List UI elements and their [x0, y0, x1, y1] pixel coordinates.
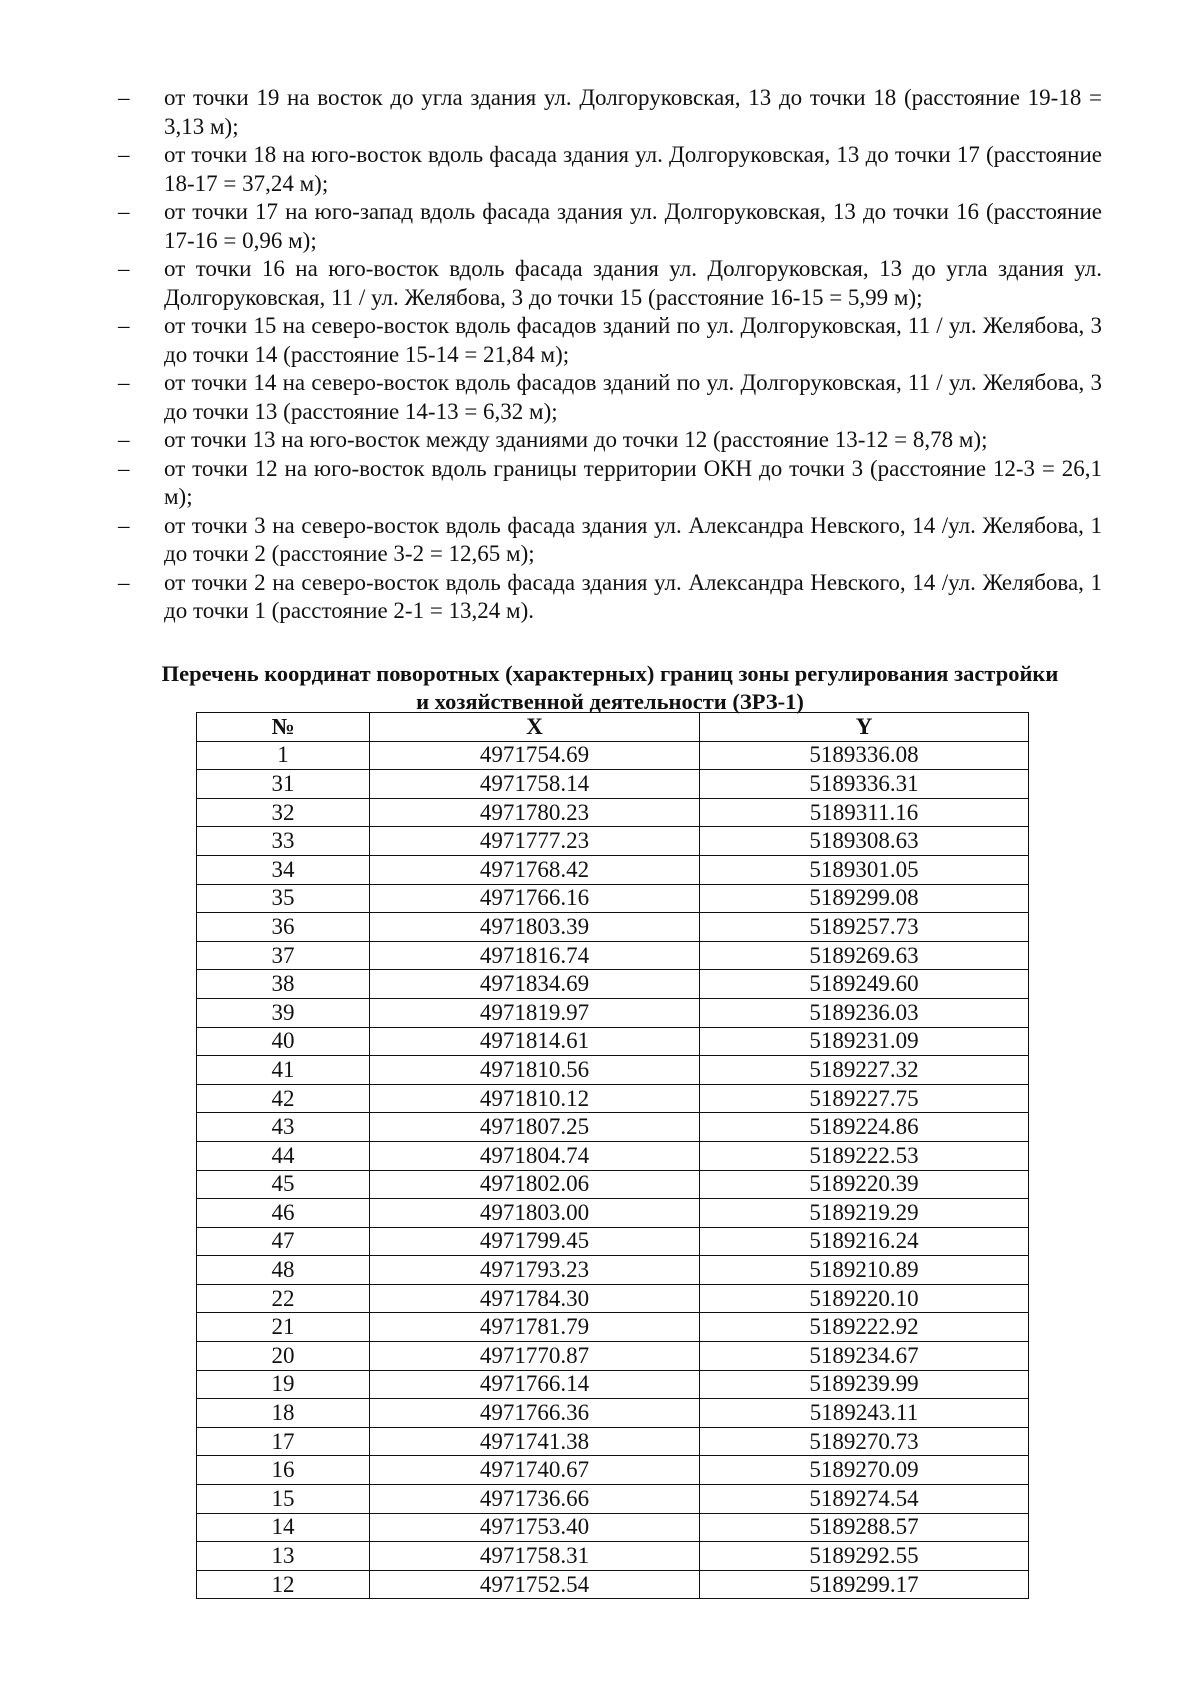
table-row [197, 1284, 1029, 1313]
cell-x: 4971803.39 [370, 913, 700, 942]
table-row [197, 855, 1029, 884]
cell-number: 36 [197, 913, 370, 942]
cell-number: 12 [197, 1570, 370, 1599]
table-row [197, 1513, 1029, 1542]
cell-y: 5189220.39 [700, 1170, 1029, 1199]
cell-number: 40 [197, 1027, 370, 1056]
table-row [197, 1542, 1029, 1571]
list-item [118, 84, 1102, 141]
coordinates-table [196, 712, 1029, 1599]
cell-y: 5189292.55 [700, 1542, 1029, 1571]
list-item [118, 198, 1102, 255]
cell-y: 5189210.89 [700, 1256, 1029, 1285]
list-item [118, 569, 1102, 626]
list-item-text: от точки 16 на юго-восток вдоль фасада здания ул. Долгоруковская, 13 до угла здания ул. Долгоруковская, 11 / ул. Желябова, 3 до точки 15 (расстояние 16-15 = 5,99 м); [164, 256, 1102, 310]
cell-y: 5189227.32 [700, 1056, 1029, 1085]
table-row [197, 941, 1029, 970]
table-row [197, 1427, 1029, 1456]
cell-x: 4971740.67 [370, 1456, 700, 1485]
column-header-number: № [197, 713, 370, 742]
table-row [197, 1141, 1029, 1170]
cell-y: 5189299.17 [700, 1570, 1029, 1599]
table-row [197, 1342, 1029, 1371]
table-title-line-2: и хозяйственной деятельности (ЗРЗ-1) [416, 689, 804, 714]
cell-number: 21 [197, 1313, 370, 1342]
table-row [197, 1399, 1029, 1428]
cell-y: 5189311.16 [700, 798, 1029, 827]
cell-x: 4971741.38 [370, 1427, 700, 1456]
cell-number: 14 [197, 1513, 370, 1542]
list-item-text: от точки 19 на восток до угла здания ул. Долгоруковская, 13 до точки 18 (расстояние 19-18 = 3,13 м); [164, 85, 1102, 139]
cell-y: 5189270.73 [700, 1427, 1029, 1456]
cell-number: 46 [197, 1199, 370, 1228]
cell-x: 4971802.06 [370, 1170, 700, 1199]
cell-number: 41 [197, 1056, 370, 1085]
cell-number: 44 [197, 1141, 370, 1170]
list-item [118, 426, 1102, 455]
table-row [197, 1113, 1029, 1142]
cell-y: 5189299.08 [700, 884, 1029, 913]
table-row [197, 884, 1029, 913]
cell-y: 5189336.31 [700, 770, 1029, 799]
cell-number: 43 [197, 1113, 370, 1142]
column-header-x: X [370, 713, 700, 742]
cell-number: 31 [197, 770, 370, 799]
table-row [197, 798, 1029, 827]
cell-y: 5189249.60 [700, 970, 1029, 999]
cell-x: 4971753.40 [370, 1513, 700, 1542]
cell-number: 32 [197, 798, 370, 827]
cell-x: 4971810.56 [370, 1056, 700, 1085]
list-bullet: – [118, 427, 130, 452]
cell-number: 33 [197, 827, 370, 856]
cell-x: 4971754.69 [370, 741, 700, 770]
cell-y: 5189219.29 [700, 1199, 1029, 1228]
cell-number: 38 [197, 970, 370, 999]
cell-y: 5189227.75 [700, 1084, 1029, 1113]
column-header-y: Y [700, 713, 1029, 742]
cell-number: 48 [197, 1256, 370, 1285]
cell-number: 17 [197, 1427, 370, 1456]
cell-y: 5189216.24 [700, 1227, 1029, 1256]
table-title-line-1: Перечень координат поворотных (характерных) границ зоны регулирования застройки [161, 661, 1059, 686]
cell-y: 5189274.54 [700, 1485, 1029, 1514]
list-bullet: – [118, 142, 130, 167]
table-row [197, 1256, 1029, 1285]
cell-y: 5189234.67 [700, 1342, 1029, 1371]
table-row [197, 1456, 1029, 1485]
cell-y: 5189243.11 [700, 1399, 1029, 1428]
table-row [197, 827, 1029, 856]
list-item-text: от точки 13 на юго-восток между зданиями до точки 12 (расстояние 13-12 = 8,78 м); [164, 427, 988, 452]
cell-x: 4971736.66 [370, 1485, 700, 1514]
table-row [197, 1199, 1029, 1228]
list-bullet: – [118, 512, 130, 538]
list-item [118, 369, 1102, 426]
cell-x: 4971804.74 [370, 1141, 700, 1170]
table-row [197, 1170, 1029, 1199]
table-row [197, 1370, 1029, 1399]
cell-x: 4971758.14 [370, 770, 700, 799]
cell-y: 5189336.08 [700, 741, 1029, 770]
cell-y: 5189301.05 [700, 855, 1029, 884]
cell-number: 19 [197, 1370, 370, 1399]
list-bullet: – [118, 313, 130, 338]
list-item [118, 512, 1102, 569]
cell-y: 5189222.92 [700, 1313, 1029, 1342]
cell-x: 4971768.42 [370, 855, 700, 884]
list-item-text: от точки 12 на юго-восток вдоль границы территории ОКН до точки 3 (расстояние 12-3 = 26,1 м); [164, 455, 1102, 509]
cell-number: 15 [197, 1485, 370, 1514]
table-title [118, 660, 1102, 716]
cell-number: 39 [197, 998, 370, 1027]
cell-y: 5189288.57 [700, 1513, 1029, 1542]
list-bullet: – [118, 199, 130, 224]
cell-y: 5189270.09 [700, 1456, 1029, 1485]
cell-x: 4971799.45 [370, 1227, 700, 1256]
cell-y: 5189257.73 [700, 913, 1029, 942]
cell-x: 4971816.74 [370, 941, 700, 970]
table-row [197, 1313, 1029, 1342]
list-bullet: – [118, 256, 130, 281]
cell-number: 45 [197, 1170, 370, 1199]
cell-x: 4971834.69 [370, 970, 700, 999]
table-row [197, 913, 1029, 942]
list-item-text: от точки 2 на северо-восток вдоль фасада здания ул. Александра Невского, 14 /ул. Желябова, 1 до точки 1 (расстояние 2-1 = 13,24 м). [164, 569, 1102, 623]
cell-x: 4971814.61 [370, 1027, 700, 1056]
table-header-row [197, 713, 1029, 742]
boundary-description-list [118, 84, 1102, 626]
list-item-text: от точки 14 на северо-восток вдоль фасадов зданий по ул. Долгоруковская, 11 / ул. Желябова, 3 до точки 13 (расстояние 14-13 = 6,32 м); [164, 370, 1102, 424]
cell-number: 1 [197, 741, 370, 770]
list-item [118, 141, 1102, 198]
cell-y: 5189236.03 [700, 998, 1029, 1027]
cell-y: 5189231.09 [700, 1027, 1029, 1056]
list-item-text: от точки 17 на юго-запад вдоль фасада здания ул. Долгоруковская, 13 до точки 16 (расстояние 17-16 = 0,96 м); [164, 199, 1102, 253]
table-row [197, 1227, 1029, 1256]
list-bullet: – [118, 455, 130, 481]
cell-x: 4971810.12 [370, 1084, 700, 1113]
cell-x: 4971784.30 [370, 1284, 700, 1313]
cell-number: 22 [197, 1284, 370, 1313]
list-bullet: – [118, 569, 130, 595]
cell-y: 5189224.86 [700, 1113, 1029, 1142]
cell-x: 4971766.16 [370, 884, 700, 913]
cell-x: 4971766.36 [370, 1399, 700, 1428]
cell-x: 4971770.87 [370, 1342, 700, 1371]
table-row [197, 1084, 1029, 1113]
list-item [118, 455, 1102, 512]
table-row [197, 770, 1029, 799]
cell-y: 5189269.63 [700, 941, 1029, 970]
cell-number: 18 [197, 1399, 370, 1428]
table-row [197, 1570, 1029, 1599]
cell-x: 4971780.23 [370, 798, 700, 827]
table-body [197, 741, 1029, 1599]
cell-x: 4971781.79 [370, 1313, 700, 1342]
list-item-text: от точки 18 на юго-восток вдоль фасада здания ул. Долгоруковская, 13 до точки 17 (расстояние 18-17 = 37,24 м); [164, 142, 1102, 196]
list-item [118, 255, 1102, 312]
table-row [197, 1056, 1029, 1085]
table-row [197, 998, 1029, 1027]
list-bullet: – [118, 85, 130, 110]
cell-x: 4971807.25 [370, 1113, 700, 1142]
list-bullet: – [118, 370, 130, 395]
cell-x: 4971758.31 [370, 1542, 700, 1571]
list-item-text: от точки 3 на северо-восток вдоль фасада здания ул. Александра Невского, 14 /ул. Желябова, 1 до точки 2 (расстояние 3-2 = 12,65 м); [164, 512, 1102, 566]
table-row [197, 1485, 1029, 1514]
cell-y: 5189308.63 [700, 827, 1029, 856]
table-row [197, 741, 1029, 770]
table-row [197, 1027, 1029, 1056]
cell-number: 16 [197, 1456, 370, 1485]
cell-x: 4971777.23 [370, 827, 700, 856]
cell-number: 37 [197, 941, 370, 970]
cell-x: 4971803.00 [370, 1199, 700, 1228]
cell-number: 47 [197, 1227, 370, 1256]
cell-number: 13 [197, 1542, 370, 1571]
cell-number: 34 [197, 855, 370, 884]
cell-y: 5189239.99 [700, 1370, 1029, 1399]
table-row [197, 970, 1029, 999]
cell-x: 4971793.23 [370, 1256, 700, 1285]
list-item [118, 312, 1102, 369]
cell-y: 5189220.10 [700, 1284, 1029, 1313]
cell-number: 20 [197, 1342, 370, 1371]
cell-number: 42 [197, 1084, 370, 1113]
cell-y: 5189222.53 [700, 1141, 1029, 1170]
cell-number: 35 [197, 884, 370, 913]
cell-x: 4971819.97 [370, 998, 700, 1027]
cell-x: 4971752.54 [370, 1570, 700, 1599]
list-item-text: от точки 15 на северо-восток вдоль фасадов зданий по ул. Долгоруковская, 11 / ул. Желябова, 3 до точки 14 (расстояние 15-14 = 21,84 м); [164, 313, 1102, 367]
cell-x: 4971766.14 [370, 1370, 700, 1399]
